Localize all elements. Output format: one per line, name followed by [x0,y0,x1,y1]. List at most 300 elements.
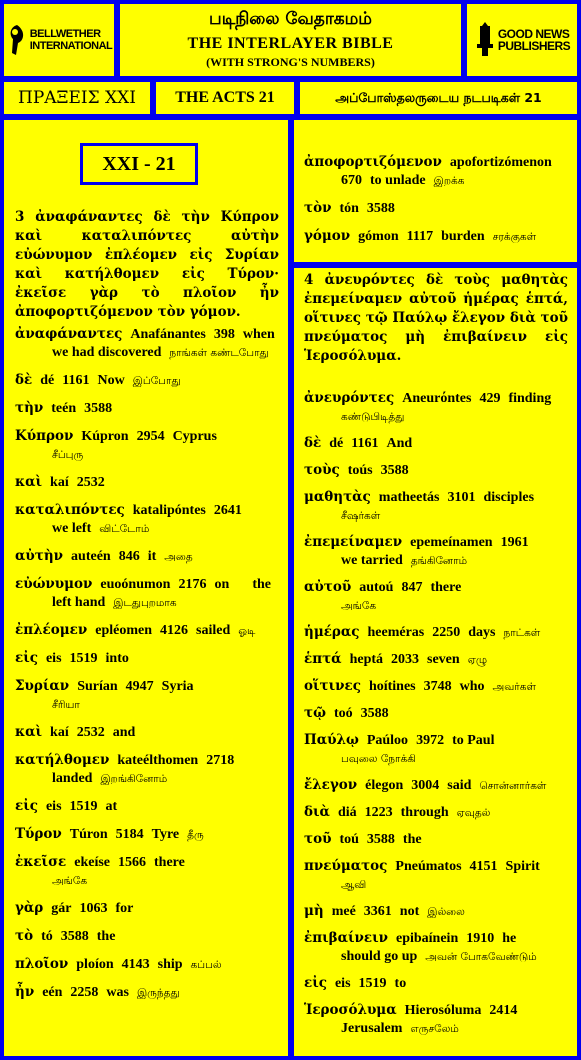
english-gloss: there [154,855,185,870]
greek-word: ἦν [15,984,35,1000]
strongs-number: 2258 [70,985,99,1000]
english-gloss: Syria [161,679,194,694]
greek-word: καὶ [15,724,43,740]
greek-word: δὲ [304,435,322,451]
greek-word: γὰρ [15,900,44,916]
english-gloss: finding [508,391,552,406]
word-entry [304,704,568,723]
word-entry [15,371,279,390]
transliteration: Paúloo [366,733,409,748]
tamil-gloss: சீரியா [52,699,80,711]
word-entry [304,227,568,246]
greek-word: ἐκεῖσε [15,854,67,870]
entry-line [15,677,279,696]
transliteration: kateélthomen [117,753,199,768]
english-gloss-continued: landed [52,771,93,786]
word-entry [304,803,568,822]
transliteration: kaí [50,475,69,490]
strongs-number: 1519 [69,799,98,814]
entry-line [15,371,279,390]
english-gloss: into [105,651,129,666]
english-gloss: and [112,725,136,740]
entry-line [304,533,568,552]
transliteration: Kúpron [81,429,129,444]
tamil-gloss: கப்பல் [190,959,222,971]
word-entry [304,153,568,190]
tamil-gloss: இப்போது [132,375,181,387]
english-gloss: through [400,805,449,820]
strongs-number: 3004 [411,778,440,793]
transliteration: katalipóntes [132,503,206,518]
transliteration: gár [51,901,72,916]
english-gloss-continued: Jerusalem [341,1021,403,1036]
english-book-label: THE ACTS 21 [156,82,294,114]
transliteration: eis [45,651,62,666]
english-gloss: disciples [483,490,535,505]
english-gloss: the [402,832,422,847]
entry-continuation [15,344,279,362]
english-gloss-continued: we tarried [341,553,403,568]
english-gloss-continued: we left [52,521,92,536]
entry-continuation [15,594,279,612]
tamil-gloss: அதை [164,551,193,563]
entry-line [15,955,279,974]
tamil-gloss: இறங்கினோம் [100,773,168,785]
tamil-book-label: அப்போஸ்தலருடைய நடபடிகள் 21 [300,82,577,114]
strongs-number: 2954 [136,429,165,444]
transliteration: Pneúmatos [395,859,462,874]
greek-word: οἵτινες [304,678,361,694]
entry-line [304,857,568,876]
right-word-list [304,389,568,1046]
english-gloss: to [394,976,407,991]
word-entry [15,427,279,464]
strongs-number: 1961 [500,535,529,550]
transliteration: eén [42,985,63,1000]
strongs-number: 846 [118,549,140,564]
logo-line-1: GOOD NEWS [497,27,570,41]
english-gloss: was [106,985,129,1000]
greek-word: ἀποφορτιζόμενον [304,154,442,170]
greek-word: τῷ [304,705,326,721]
strongs-number: 2033 [391,652,420,667]
left-word-list [15,325,279,1011]
strongs-number: 3101 [447,490,476,505]
word-entry [15,649,279,668]
page-title: THE INTERLAYER BIBLE [187,35,394,52]
entry-line [304,803,568,822]
strongs-number: 1910 [466,931,495,946]
transliteration: toó [333,706,353,721]
logo-line-1: BELLWETHER [29,28,101,40]
strongs-number: 3588 [84,401,113,416]
entry-continuation [304,876,568,894]
right-top-word-list [304,153,568,255]
english-gloss: Cyprus [172,429,217,444]
tamil-gloss: விட்டோம் [99,523,150,535]
transliteration: epléomen [95,623,152,638]
strongs-number: 3588 [366,832,395,847]
entry-line [304,578,568,597]
transliteration: matheetás [378,490,440,505]
transliteration: toú [339,832,359,847]
entry-line [304,830,568,849]
transliteration: epemeínamen [410,535,493,550]
tamil-gloss: இடதுபுறமாக [113,597,177,609]
tamil-gloss: தங்கினோம் [410,555,468,567]
strongs-number: 2532 [76,725,105,740]
logo-line-2: PUBLISHERS [497,39,571,53]
word-entry [15,501,279,538]
entry-line [304,929,568,948]
english-gloss: Now [97,373,125,388]
strongs-number: 1063 [79,901,108,916]
transliteration: Surían [77,679,118,694]
greek-word: αὐτοῦ [304,579,352,595]
word-entry [304,533,568,570]
strongs-number: 4126 [160,623,188,638]
strongs-number: 398 [213,327,235,342]
entry-line [15,983,279,1002]
tamil-gloss: ஏவுதல் [456,807,491,819]
entry-line [304,199,568,218]
transliteration: auteén [71,549,111,564]
tamil-gloss: ஏழு [467,654,488,666]
greek-word: εἰς [304,975,327,991]
transliteration: Hierosóluma [404,1003,482,1018]
transliteration: heeméras [367,625,425,640]
page-subtitle: (WITH STRONG'S NUMBERS) [206,55,375,69]
english-gloss: Spirit [505,859,540,874]
greek-word: τὴν [15,400,44,416]
greek-word: δὲ [15,372,33,388]
entry-continuation [304,1020,568,1038]
word-entry [15,825,279,844]
english-gloss: the [96,929,116,944]
strongs-number: 847 [401,580,423,595]
word-entry [15,473,279,492]
greek-book-label: ΠΡΑΞΕΙΣ XXI [4,82,150,114]
transliteration: tón [339,201,359,216]
word-entry [304,488,568,525]
strongs-number: 1519 [358,976,387,991]
greek-word: τὸ [15,928,34,944]
transliteration: toús [347,463,373,478]
word-entry [304,650,568,669]
strongs-number: 3361 [363,904,392,919]
greek-word: εἰς [15,650,38,666]
entry-line [15,621,279,640]
transliteration: dé [329,436,344,451]
word-entry [15,797,279,816]
strongs-number: 1161 [351,436,379,451]
entry-continuation [15,770,279,788]
strongs-number: 1117 [406,229,434,244]
word-entry [304,731,568,768]
greek-word: ἀνευρόντες [304,390,395,406]
word-entry [15,853,279,890]
entry-line [15,427,279,446]
entry-line [15,825,279,844]
tamil-gloss: ஆவி [341,879,367,891]
strongs-number: 5184 [115,827,144,842]
english-gloss: he [502,931,517,946]
entry-continuation [304,750,568,768]
greek-word: ἐπλέομεν [15,622,88,638]
strongs-number: 3588 [60,929,89,944]
strongs-number: 3588 [380,463,409,478]
transliteration: dé [40,373,55,388]
entry-line [304,153,568,172]
transliteration: diá [337,805,357,820]
entry-continuation [304,408,568,426]
tamil-gloss: சொன்னார்கள் [479,780,547,792]
transliteration: teén [51,401,77,416]
word-entry [304,677,568,696]
tamil-gloss: ஓடி [238,625,256,637]
transliteration: tó [41,929,53,944]
english-gloss-continued: left hand [52,595,106,610]
transliteration: autoú [359,580,394,595]
tamil-gloss: தீரு [187,829,204,841]
strongs-number: 4143 [121,957,150,972]
entry-line [304,461,568,480]
entry-continuation [304,172,568,190]
english-gloss: not [399,904,420,919]
word-entry [15,927,279,946]
tamil-gloss: அவர்கள் [492,681,536,693]
greek-word: εὐώνυμον [15,576,93,592]
word-entry [304,199,568,218]
entry-continuation [15,446,279,464]
title-panel [120,4,461,76]
greek-word: πλοῖον [15,956,69,972]
word-entry [304,434,568,453]
strongs-number: 3748 [423,679,452,694]
english-gloss: Tyre [151,827,180,842]
entry-continuation [15,520,279,538]
english-gloss: for [115,901,134,916]
english-gloss-continued: we had discovered [52,345,162,360]
entry-line [304,731,568,750]
entry-line [15,399,279,418]
strongs-number: 3972 [416,733,445,748]
entry-line [304,974,568,993]
word-entry [15,547,279,566]
tamil-gloss: அங்கே [341,600,377,612]
tamil-gloss: நாட்கள் [503,627,541,639]
tamil-gloss: சீப்புரு [52,449,84,461]
entry-line [304,434,568,453]
word-entry [304,578,568,615]
strongs-number: 3588 [366,201,395,216]
word-entry [15,983,279,1002]
tamil-gloss: எருசலேம் [410,1023,459,1035]
strongs-number: 2414 [489,1003,518,1018]
word-entry [304,857,568,894]
english-gloss: there [430,580,462,595]
word-entry [304,830,568,849]
english-gloss: who [459,679,485,694]
strongs-number: 1566 [118,855,146,870]
english-gloss: sailed [196,623,231,638]
english-gloss: days [468,625,496,640]
entry-line [304,776,568,795]
strongs-number: 2718 [206,753,235,768]
word-entry [304,1001,568,1038]
english-gloss: seven [427,652,460,667]
tamil-gloss: சரக்குகள் [492,231,537,243]
transliteration: ploíon [76,957,114,972]
verse-4-passage: 4 ἀνευρόντες δὲ τοὺς μαθητὰς ἐπεμείναμεν αὐτοῦ ἡμέρας ἑπτά, οἵτινες τῷ Παύλῳ ἔλεγον διὰ τοῦ πνεύματος μὴ ἐπιβαίνειν εἰς Ἱεροσόλυμα. [304,272,568,364]
strongs-number: 4151 [469,859,498,874]
bellwether-logo-panel [4,4,114,76]
transliteration: hoítines [368,679,416,694]
entry-line [304,704,568,723]
greek-word: ἀναφάναντες [15,326,123,342]
entry-line [304,227,568,246]
word-entry [15,677,279,714]
greek-word: μαθητὰς [304,489,371,505]
entry-line [304,1001,568,1020]
greek-word: καταλιπόντες [15,502,125,518]
entry-line [15,649,279,668]
greek-word: αὐτὴν [15,548,64,564]
entry-line [15,325,279,344]
tamil-gloss: சீஷர்கள் [341,510,381,522]
tamil-title: படிநிலை வேதாகமம் [209,9,372,29]
entry-continuation [304,948,568,966]
word-entry [15,899,279,918]
greek-word: Παύλῳ [304,732,359,748]
strongs-number: 4947 [125,679,154,694]
strongs-number: 3588 [360,706,389,721]
good-news-logo-panel [467,4,577,76]
transliteration: apofortizómenon [449,155,552,170]
english-gloss: when [242,327,275,342]
word-entry [304,974,568,993]
entry-line [15,723,279,742]
transliteration: heptá [349,652,384,667]
tamil-gloss: இல்லை [427,906,465,918]
word-entry [304,929,568,966]
tamil-gloss: அவன் போகவேண்டும் [425,951,537,963]
greek-word: ἐπεμείναμεν [304,534,403,550]
greek-word: εἰς [15,798,38,814]
transliteration: meé [331,904,356,919]
strongs-number: 1519 [69,651,98,666]
entry-line [304,488,568,507]
english-gloss: it [147,549,157,564]
english-gloss: And [386,436,413,451]
entry-line [15,751,279,770]
greek-word: ἐπιβαίνειν [304,930,388,946]
strongs-number: 2250 [432,625,461,640]
strongs-number: 670 [341,173,362,188]
transliteration: euoónumon [100,577,171,592]
lamp-logo-icon [474,22,496,58]
greek-word: πνεύματος [304,858,388,874]
greek-word: γόμον [304,228,351,244]
greek-word: Ἱεροσόλυμα [304,1002,397,1018]
transliteration: gómon [358,229,399,244]
transliteration: Aneurόntes [402,391,472,406]
entry-line [304,677,568,696]
entry-line [304,902,568,921]
greek-word: κατήλθομεν [15,752,110,768]
strongs-number: 2532 [76,475,105,490]
strongs-number: 429 [479,391,501,406]
english-gloss: ship [157,957,183,972]
word-entry [304,902,568,921]
entry-line [15,853,279,872]
transliteration: ekeíse [74,855,110,870]
greek-word: Συρίαν [15,678,70,694]
transliteration: eis [334,976,351,991]
transliteration: Anafánantes [130,327,206,342]
strongs-number: 1161 [62,373,90,388]
verse-reference-box: XXI - 21 [80,143,198,185]
entry-line [304,623,568,642]
entry-line [15,797,279,816]
transliteration: kaí [50,725,69,740]
greek-word: ἔλεγον [304,777,358,793]
greek-word: τοῦ [304,831,332,847]
tamil-gloss: பவுலை நோக்கி [341,753,416,765]
greek-word: ἡμέρας [304,624,360,640]
entry-line [15,547,279,566]
word-entry [15,325,279,362]
greek-word: καὶ [15,474,43,490]
english-gloss: burden [441,229,485,244]
word-entry [304,389,568,426]
transliteration: élegon [365,778,404,793]
greek-word: τοὺς [304,462,340,478]
transliteration: epibaínein [395,931,459,946]
tamil-gloss: கண்டுபிடித்து [341,411,405,423]
entry-line [304,650,568,669]
strongs-number: 2176 [178,577,207,592]
greek-word: μὴ [304,903,324,919]
word-entry [15,955,279,974]
english-gloss: to unlade [370,173,426,188]
strongs-number: 2641 [213,503,242,518]
word-entry [15,751,279,788]
word-entry [304,623,568,642]
entry-continuation [15,872,279,890]
word-entry [304,461,568,480]
tamil-gloss: இறக்க [433,175,465,187]
english-gloss: at [105,799,118,814]
logo-line-2: INTERNATIONAL [29,40,113,52]
greek-word: τὸν [304,200,332,216]
entry-continuation [304,552,568,570]
entry-continuation [15,696,279,714]
greek-word: Κύπρον [15,428,74,444]
english-gloss: said [447,778,472,793]
english-gloss: on the [214,577,271,592]
transliteration: eis [45,799,62,814]
entry-line [15,927,279,946]
word-entry [15,723,279,742]
word-entry [15,399,279,418]
entry-line [304,389,568,408]
entry-line [15,899,279,918]
word-entry [15,621,279,640]
tamil-gloss: இருந்தது [136,987,180,999]
word-entry [304,776,568,795]
verse-3-passage: 3 ἀναφάναντες δὲ τὴν Κύπρον καὶ καταλιπόντες αὐτὴν εὐώνυμον ἐπλέομεν εἰς Συρίαν καὶ κατήλθομεν εἰς Τύρον· ἐκεῖσε γὰρ τὸ πλοῖον ἦν ἀποφορτιζόμενον τὸν γόμον. [15,209,279,320]
